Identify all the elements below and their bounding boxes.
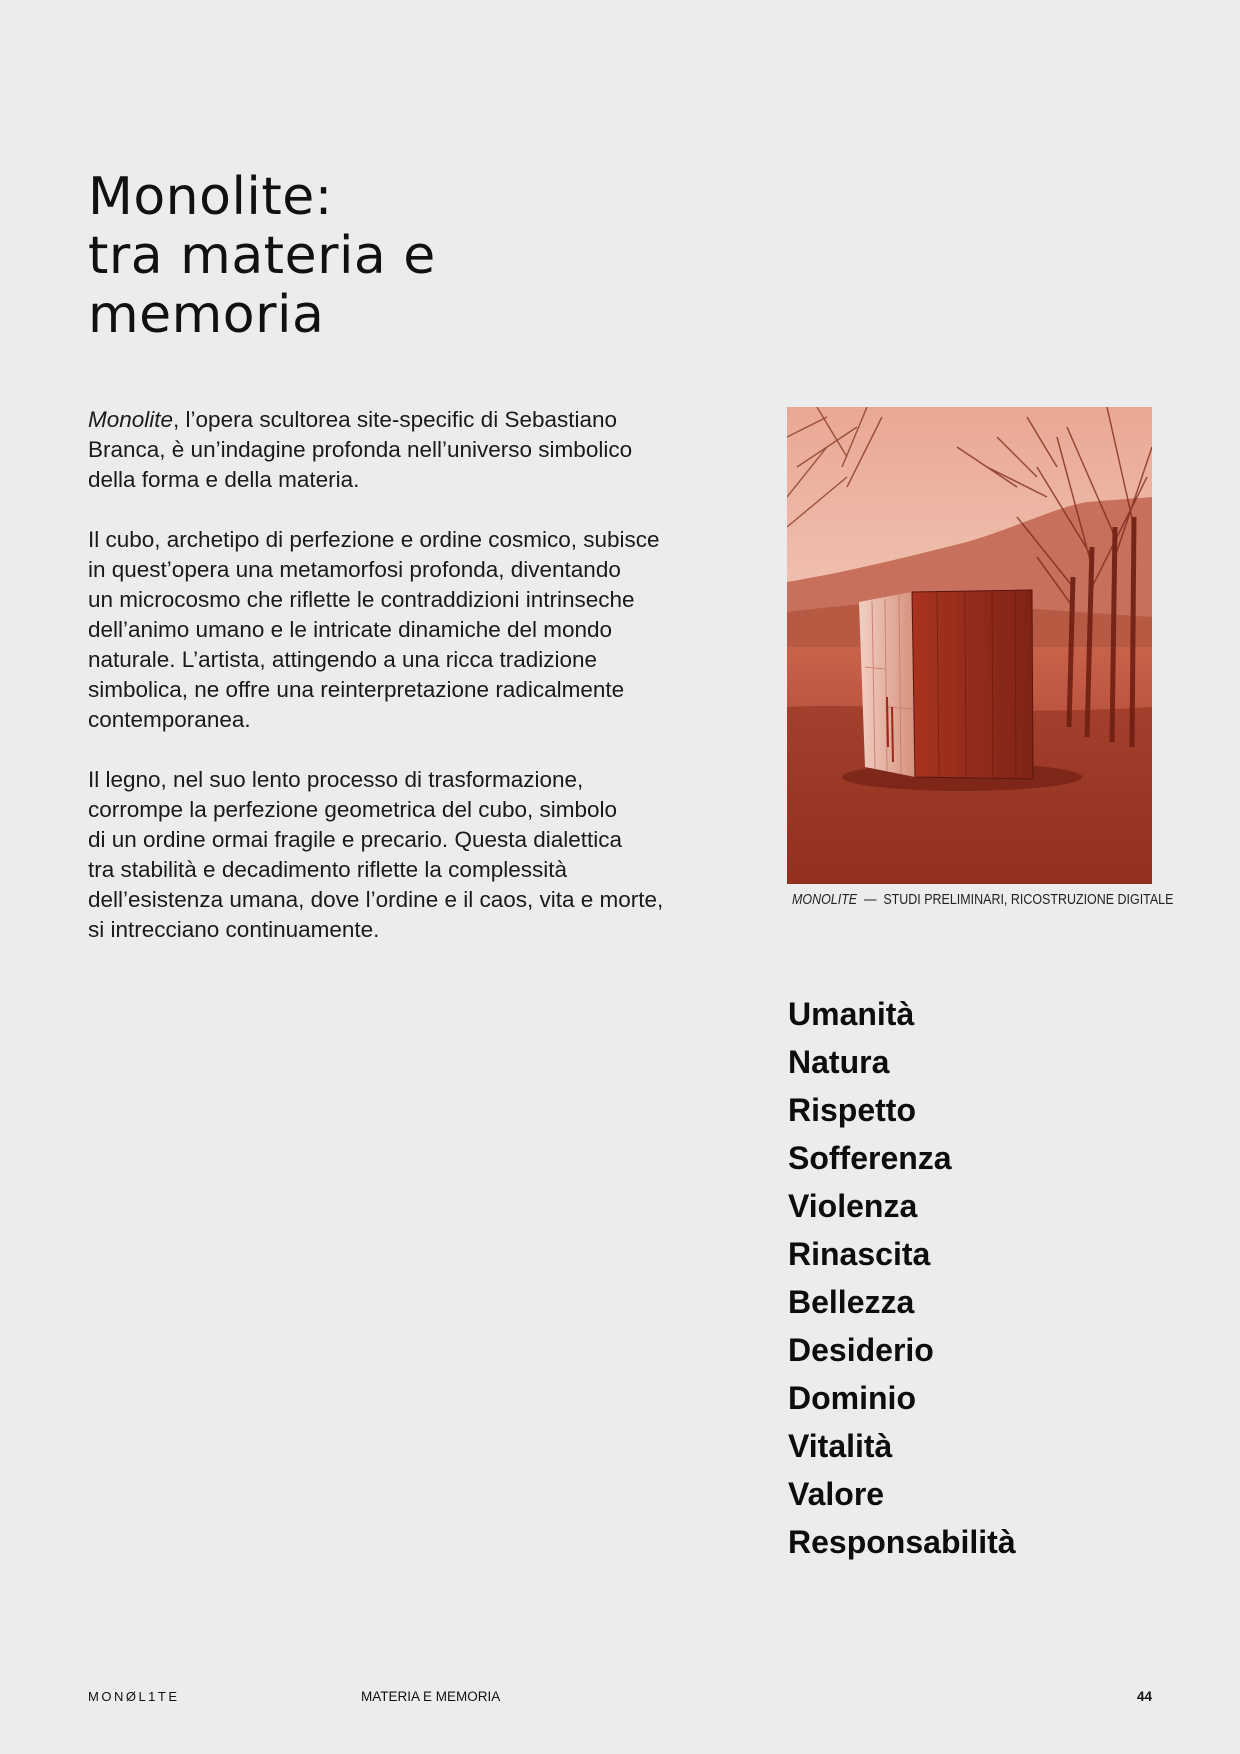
keyword-item: Responsabilità: [788, 1524, 1016, 1560]
page-title: [88, 168, 436, 345]
paragraph-2-line-6: simbolica, ne offre una reinterpretazione radicalmente: [88, 677, 625, 702]
keyword-list: [788, 990, 1016, 1566]
caption-text: STUDI PRELIMINARI, RICOSTRUZIONE DIGITALE: [883, 892, 1174, 908]
paragraph-3-line-6: si intrecciano continuamente.: [88, 917, 380, 942]
caption-title: MONOLITE: [792, 892, 858, 908]
paragraph-2-line-7: contemporanea.: [88, 707, 251, 732]
monolite-photo: [787, 407, 1152, 884]
artwork-title-italic: Monolite: [88, 407, 174, 432]
keyword-item: Dominio: [788, 1380, 916, 1416]
title-line-2: tra materia e: [88, 226, 436, 286]
paragraph-3-line-4: tra stabilità e decadimento riflette la complessità: [88, 857, 567, 882]
paragraph-2-line-2: in quest’opera una metamorfosi profonda, diventando: [88, 557, 621, 582]
paragraph-2: [88, 525, 728, 735]
paragraph-2-line-3: un microcosmo che riflette le contraddizioni intrinseche: [88, 587, 635, 612]
caption-separator: —: [864, 892, 877, 908]
paragraph-1-line: [88, 405, 728, 435]
paragraph-3-line-2: corrompe la perfezione geometrica del cubo, simbolo: [88, 797, 618, 822]
paragraph-3-line-3: di un ordine ormai fragile e precario. Questa dialettica: [88, 827, 623, 852]
body-text: [88, 405, 728, 975]
paragraph-1: [88, 405, 728, 495]
keyword-item: Rispetto: [788, 1092, 916, 1128]
keyword-item: Valore: [788, 1476, 885, 1512]
paragraph-1-line-2: Branca, è un’indagine profonda nell’universo simbolico: [88, 437, 633, 462]
paragraph-2-line-1: Il cubo, archetipo di perfezione e ordine cosmico, subisce: [88, 527, 660, 552]
keyword-item: Desiderio: [788, 1332, 934, 1368]
paragraph-2-line-5: naturale. L’artista, attingendo a una ricca tradizione: [88, 647, 598, 672]
paragraph-3-line-5: dell’esistenza umana, dove l’ordine e il caos, vita e morte,: [88, 887, 664, 912]
keyword-item: Violenza: [788, 1188, 918, 1224]
figure-caption: [792, 892, 1173, 908]
footer-brand-logo: MONØL1TE: [88, 1689, 180, 1704]
keyword-item: Rinascita: [788, 1236, 931, 1272]
title-line-3: memoria: [88, 285, 325, 345]
paragraph-1-line-1-rest: , l’opera scultorea site-specific di Sebastiano: [173, 407, 618, 432]
paragraph-2-line-4: dell’animo umano e le intricate dinamiche del mondo: [88, 617, 613, 642]
paragraph-1-line-3: della forma e della materia.: [88, 467, 360, 492]
footer-section-title: MATERIA E MEMORIA: [361, 1689, 501, 1704]
keyword-item: Sofferenza: [788, 1140, 952, 1176]
page-number: 44: [1136, 1689, 1152, 1704]
paragraph-3-line-1: Il legno, nel suo lento processo di trasformazione,: [88, 767, 584, 792]
keyword-item: Bellezza: [788, 1284, 915, 1320]
paragraph-3: [88, 765, 728, 945]
keyword-item: Umanità: [788, 996, 915, 1032]
cube-landscape-image: [787, 407, 1152, 884]
title-line-1: Monolite:: [88, 167, 333, 227]
keyword-item: Natura: [788, 1044, 890, 1080]
keyword-item: Vitalità: [788, 1428, 893, 1464]
